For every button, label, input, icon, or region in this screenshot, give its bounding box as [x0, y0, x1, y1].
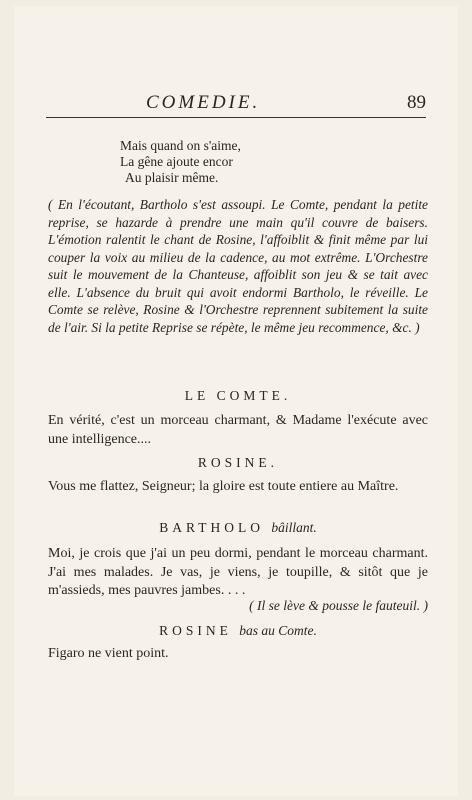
running-title: COMEDIE. [146, 92, 261, 113]
header-rule [46, 117, 426, 118]
speaker-label: ROSINE [159, 623, 232, 638]
speech-text: Moi, je crois que j'ai un peu dormi, pendant le morceau charmant. J'ai mes malades. Je vas, je viens, je toupille, & sitôt que je m'assieds, mes pauvres jambes. . . . [48, 546, 428, 598]
song-verse [120, 138, 420, 186]
speaker-label: LE COMTE. [184, 388, 292, 403]
page-number: 89 [407, 92, 426, 113]
speaker-name [48, 520, 428, 536]
speaker-name [48, 623, 428, 639]
verse-line: Mais quand on s'aime, [120, 138, 241, 153]
speech-text: En vérité, c'est un morceau charmant, & Madame l'exécute avec une intelligence.... [48, 413, 428, 447]
speaker-label: BARTHOLO [159, 520, 264, 535]
speaker-name [48, 388, 428, 404]
speaker-name [48, 455, 428, 471]
verse-line: La gêne ajoute encor [120, 154, 233, 169]
speaker-label: ROSINE. [197, 455, 279, 470]
running-head [46, 88, 426, 116]
speaker-aside: bâillant. [271, 520, 317, 535]
stage-direction: ( En l'écoutant, Bartholo s'est assoupi. Le Comte, pendant la petite reprise, se hazarde à prendre une main qu'il couvre de baisers. L'émotion ralentit le chant de Rosine, l'affoiblit & finit même par lui couper la voix au milieu de la cadence, au mot extrême. L'Orchestre suit le mouvement de la Chanteuse, affoiblit son jeu & se tait avec elle. L'absence du bruit qui avoit endormi Bartholo, le réveille. Le Comte se relève, Rosine & l'Orchestre reprennent subitement la suite de l'air. Si la petite Reprise se répète, le même jeu recommence, &c. ) [48, 197, 428, 335]
stage-direction-inline: ( Il se lève & pousse le fauteuil. ) [249, 598, 428, 613]
verse-line: Au plaisir même. [125, 170, 219, 185]
speaker-aside: bas au Comte. [239, 623, 317, 638]
speech-text: Vous me flattez, Seigneur; la gloire est toute entiere au Maître. [48, 479, 399, 494]
speech-text: Figaro ne vient point. [48, 646, 169, 661]
